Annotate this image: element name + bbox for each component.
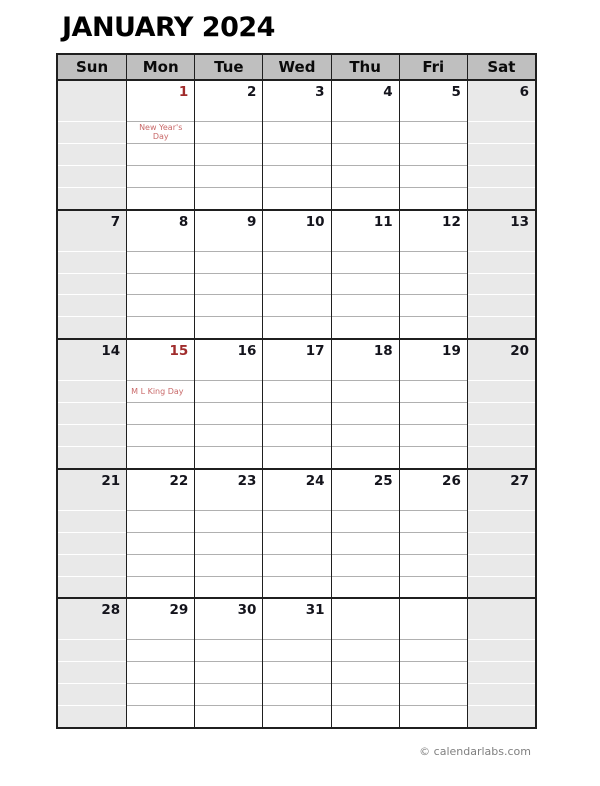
note-line [332, 510, 399, 532]
note-line [263, 143, 330, 165]
note-line [58, 705, 126, 727]
note-line [468, 661, 535, 683]
day-cell-18 [331, 340, 399, 468]
day-cell-20 [467, 340, 535, 468]
note-line [127, 251, 194, 273]
note-line [332, 316, 399, 338]
note-line [468, 165, 535, 187]
note-line [400, 273, 467, 295]
note-line [127, 510, 194, 532]
holiday-label: M L King Day [127, 380, 194, 402]
note-line [400, 661, 467, 683]
month-title: JANUARY 2024 [62, 12, 275, 43]
note-line [332, 446, 399, 468]
note-line [263, 705, 330, 727]
note-line [58, 554, 126, 576]
note-line [195, 316, 262, 338]
note-line [400, 554, 467, 576]
note-line [468, 187, 535, 209]
note-line [195, 661, 262, 683]
note-line [332, 143, 399, 165]
note-line [195, 273, 262, 295]
note-line [195, 446, 262, 468]
note-line [195, 380, 262, 402]
note-line [195, 294, 262, 316]
day-number-29: 29 [169, 602, 189, 619]
copyright-text: © calendarlabs.com [419, 745, 531, 758]
note-line [263, 402, 330, 424]
note-line [58, 187, 126, 209]
day-number-30: 30 [237, 602, 257, 619]
note-line [468, 554, 535, 576]
note-line [195, 576, 262, 598]
day-number-1: 1 [178, 84, 189, 100]
note-line [400, 187, 467, 209]
note-line [400, 251, 467, 273]
holiday-label: New Year's Day [127, 121, 194, 143]
weekday-header-sat: Sat [467, 55, 535, 79]
note-line [58, 639, 126, 661]
day-cell-21 [58, 470, 126, 598]
note-line [332, 380, 399, 402]
week-row-2 [58, 209, 535, 339]
day-cell-24 [262, 470, 330, 598]
day-number-blank [468, 599, 535, 639]
note-line [263, 165, 330, 187]
note-line [58, 121, 126, 143]
week-row-5 [58, 597, 535, 727]
note-line [195, 187, 262, 209]
day-cell-empty [331, 599, 399, 727]
note-line [263, 532, 330, 554]
note-line [195, 683, 262, 705]
note-line [58, 143, 126, 165]
day-cell-22 [126, 470, 194, 598]
note-line [468, 532, 535, 554]
note-line [332, 639, 399, 661]
note-line [58, 661, 126, 683]
note-line [195, 424, 262, 446]
day-number-25: 25 [373, 472, 393, 489]
note-line [263, 273, 330, 295]
weekday-header-sun: Sun [75, 58, 109, 76]
note-line [332, 251, 399, 273]
day-number-12: 12 [442, 213, 461, 230]
note-line [400, 532, 467, 554]
note-line [127, 683, 194, 705]
note-line [400, 424, 467, 446]
day-number-3: 3 [315, 84, 325, 100]
weekday-header-mon: Mon [126, 55, 194, 79]
note-line [263, 294, 330, 316]
day-cell-28 [58, 599, 126, 727]
day-cell-31 [262, 599, 330, 727]
note-line [400, 576, 467, 598]
day-number-4: 4 [383, 84, 393, 100]
day-cell-empty [399, 599, 467, 727]
day-cell-2 [194, 81, 262, 209]
day-cell-7 [58, 211, 126, 339]
note-line [127, 187, 194, 209]
day-cell-10 [262, 211, 330, 339]
note-line [468, 251, 535, 273]
day-cell-15 [126, 340, 194, 468]
note-line [195, 251, 262, 273]
note-line [58, 294, 126, 316]
week-row-3 [58, 338, 535, 468]
note-line [58, 510, 126, 532]
day-number-31: 31 [305, 602, 325, 619]
week-row-1 [58, 81, 535, 209]
note-line [58, 532, 126, 554]
note-line [468, 316, 535, 338]
note-line [400, 402, 467, 424]
note-line [400, 683, 467, 705]
note-line [127, 705, 194, 727]
day-cell-26 [399, 470, 467, 598]
note-line [127, 316, 194, 338]
day-cell-29 [126, 599, 194, 727]
note-line [58, 251, 126, 273]
day-cell-9 [194, 211, 262, 339]
note-line [58, 683, 126, 705]
note-line [400, 316, 467, 338]
note-line [400, 294, 467, 316]
note-line [127, 273, 194, 295]
note-line [263, 661, 330, 683]
note-line [263, 446, 330, 468]
note-line [468, 273, 535, 295]
note-line [195, 121, 262, 143]
note-line [127, 446, 194, 468]
note-line [58, 380, 126, 402]
note-line [263, 683, 330, 705]
day-cell-14 [58, 340, 126, 468]
note-line [263, 187, 330, 209]
note-line [468, 705, 535, 727]
note-line [468, 446, 535, 468]
day-number-28: 28 [101, 602, 121, 619]
day-number-21: 21 [101, 472, 121, 489]
note-line [468, 576, 535, 598]
note-line [468, 121, 535, 143]
day-number-7: 7 [110, 213, 121, 230]
day-number-6: 6 [519, 84, 529, 100]
note-line [468, 294, 535, 316]
note-line [332, 121, 399, 143]
day-number-16: 16 [237, 343, 257, 360]
day-number-24: 24 [305, 472, 325, 489]
note-line [127, 576, 194, 598]
note-line [195, 554, 262, 576]
calendar-weeks [58, 81, 535, 727]
note-line [332, 532, 399, 554]
day-cell-30 [194, 599, 262, 727]
day-cell-5 [399, 81, 467, 209]
day-cell-17 [262, 340, 330, 468]
day-number-10: 10 [305, 213, 325, 230]
day-cell-23 [194, 470, 262, 598]
note-line [332, 165, 399, 187]
note-line [58, 446, 126, 468]
day-number-14: 14 [101, 343, 121, 360]
day-number-9: 9 [247, 213, 257, 230]
note-line [468, 380, 535, 402]
day-cell-27 [467, 470, 535, 598]
note-line [400, 446, 467, 468]
note-line [127, 554, 194, 576]
note-line [127, 294, 194, 316]
note-line [400, 639, 467, 661]
note-line [400, 380, 467, 402]
note-line [332, 705, 399, 727]
note-line [127, 402, 194, 424]
day-cell-11 [331, 211, 399, 339]
day-cell-8 [126, 211, 194, 339]
note-line [332, 661, 399, 683]
note-line [468, 143, 535, 165]
note-line [400, 143, 467, 165]
day-number-20: 20 [510, 343, 529, 360]
note-line [127, 165, 194, 187]
day-number-23: 23 [237, 472, 257, 489]
note-line [332, 554, 399, 576]
note-line [195, 532, 262, 554]
day-cell-empty [58, 81, 126, 209]
note-line [332, 424, 399, 446]
note-line [195, 165, 262, 187]
note-line [332, 273, 399, 295]
note-line [332, 402, 399, 424]
day-number-19: 19 [442, 343, 461, 360]
day-number-8: 8 [178, 213, 189, 230]
day-cell-4 [331, 81, 399, 209]
note-line [263, 510, 330, 532]
note-line [195, 143, 262, 165]
day-number-blank [58, 81, 126, 121]
note-line [263, 576, 330, 598]
day-number-22: 22 [169, 472, 189, 489]
note-line [263, 121, 330, 143]
note-line [58, 402, 126, 424]
note-line [400, 705, 467, 727]
note-line [400, 510, 467, 532]
note-line [127, 661, 194, 683]
note-line [127, 639, 194, 661]
day-number-18: 18 [373, 343, 393, 360]
note-line [468, 683, 535, 705]
note-line [263, 316, 330, 338]
note-line [263, 424, 330, 446]
day-number-13: 13 [510, 213, 529, 230]
day-cell-16 [194, 340, 262, 468]
note-line [195, 402, 262, 424]
day-number-27: 27 [510, 472, 529, 489]
calendar-table [56, 53, 537, 729]
note-line [468, 639, 535, 661]
weekday-header-fri: Fri [399, 55, 467, 79]
note-line [263, 554, 330, 576]
note-line [58, 424, 126, 446]
note-line [332, 576, 399, 598]
day-number-2: 2 [247, 84, 257, 100]
weekday-header-thu: Thu [331, 55, 399, 79]
note-line [400, 121, 467, 143]
note-line [195, 510, 262, 532]
note-line [195, 705, 262, 727]
note-line [468, 402, 535, 424]
day-number-11: 11 [373, 213, 393, 230]
day-cell-6 [467, 81, 535, 209]
note-line [127, 143, 194, 165]
day-number-blank [332, 599, 399, 639]
day-cell-12 [399, 211, 467, 339]
weekday-header-wed: Wed [262, 55, 330, 79]
day-number-5: 5 [451, 84, 461, 100]
day-cell-3 [262, 81, 330, 209]
weekday-header-tue: Tue [194, 55, 262, 79]
day-number-blank [400, 599, 467, 639]
note-line [332, 187, 399, 209]
note-line [127, 424, 194, 446]
note-line [58, 165, 126, 187]
note-line [58, 316, 126, 338]
weekday-header-row [58, 55, 535, 81]
day-cell-25 [331, 470, 399, 598]
note-line [263, 639, 330, 661]
note-line [127, 532, 194, 554]
note-line [195, 639, 262, 661]
day-cell-empty [467, 599, 535, 727]
note-line [263, 251, 330, 273]
day-cell-19 [399, 340, 467, 468]
day-number-17: 17 [305, 343, 325, 360]
day-number-26: 26 [442, 472, 461, 489]
day-cell-1 [126, 81, 194, 209]
note-line [468, 510, 535, 532]
note-line [400, 165, 467, 187]
note-line [332, 294, 399, 316]
note-line [468, 424, 535, 446]
note-line [263, 380, 330, 402]
day-number-15: 15 [169, 343, 189, 360]
note-line [58, 576, 126, 598]
week-row-4 [58, 468, 535, 598]
note-line [332, 683, 399, 705]
day-cell-13 [467, 211, 535, 339]
note-line [58, 273, 126, 295]
